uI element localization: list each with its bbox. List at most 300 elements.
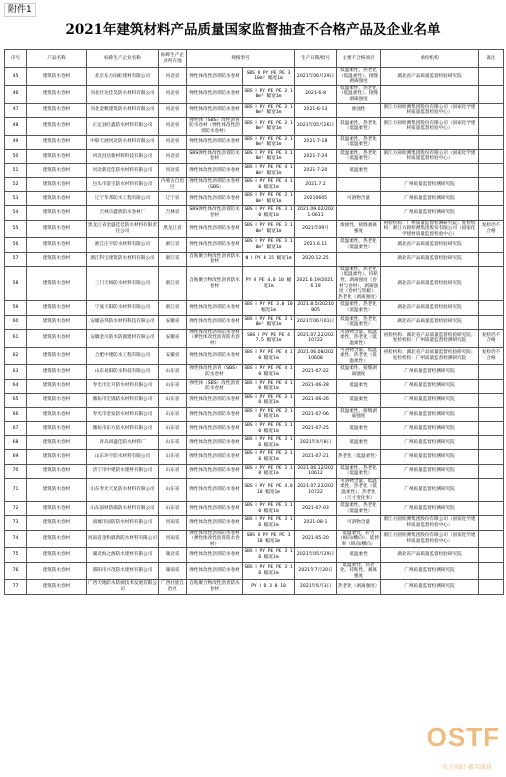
company-name: 潍坊市东方防水材料有限公司 xyxy=(87,422,159,436)
spec-type: 弹性体改性沥青防水卷材 xyxy=(187,103,243,117)
production-date: 2021-6-8 xyxy=(295,85,337,103)
production-date: 2021-07-03 xyxy=(295,502,337,516)
spec-model: SBS Ⅰ PY PE PE 3 10 幅宽1m xyxy=(243,502,295,516)
defect-items: 低温柔性、热老化（低温柔性） xyxy=(337,315,381,329)
watermark-caption: ·东方雨虹·鑫邦媒体 xyxy=(440,764,492,771)
row-index: 47 xyxy=(5,103,27,117)
table-row xyxy=(5,301,504,315)
inspection-agency xyxy=(381,135,479,149)
production-date: 2021-06-28 xyxy=(295,379,337,393)
defect-items: 低温柔性 xyxy=(337,548,381,562)
table-row xyxy=(5,347,504,365)
remark xyxy=(479,238,504,252)
remark: 复检仍不合格 xyxy=(479,347,504,365)
product-name: 建筑防水卷材 xyxy=(27,478,87,501)
remark xyxy=(479,530,504,548)
spec-type: 自粘聚合物改性沥青防水卷材 xyxy=(187,252,243,266)
spec-model: SBS Ⅰ PY PE PE 4 10 幅宽1m xyxy=(243,178,295,192)
inspection-agency: 初检机构：湖北省产品质量监督检验研究院；复检机构：广州质量监督检测研究院 xyxy=(381,329,479,347)
inspection-agency: 广州质量监督检测研究院 xyxy=(381,393,479,407)
row-index: 67 xyxy=(5,422,27,436)
product-name: 建筑防水卷材 xyxy=(27,149,87,163)
production-date: 20210605 xyxy=(295,192,337,206)
defect-items xyxy=(337,252,381,266)
production-date: 2021年05月29日 xyxy=(295,548,337,562)
spec-type: 弹性体改性沥青防水卷材 xyxy=(187,393,243,407)
spec-model: SBS Ⅰ PY PE PE 3 10m² 幅宽1m xyxy=(243,103,295,117)
company-location: 山东省 xyxy=(159,422,187,436)
remark xyxy=(479,68,504,86)
defect-items: 低温柔性、接缝剥离强度 xyxy=(337,365,381,379)
remark xyxy=(479,379,504,393)
company-name: 济宁市中建防水建材有限公司 xyxy=(87,464,159,478)
row-index: 72 xyxy=(5,502,27,516)
spec-type: 弹性体改性沥青防水卷材 xyxy=(187,464,243,478)
production-date: 2021.07.22/20210722 xyxy=(295,478,337,501)
production-date: 2021-7-24 xyxy=(295,149,337,163)
spec-model: SBS Ⅰ PY PE PE 3 10 幅宽1m xyxy=(243,393,295,407)
spec-type: 弹性体改性沥青防水卷材 xyxy=(187,85,243,103)
col-header-location: 标称生产企业所在地 xyxy=(159,50,187,68)
spec-type: SBS弹性体改性沥青防水卷材 xyxy=(187,206,243,220)
product-name: 建筑防水卷材 xyxy=(27,192,87,206)
spec-type: 弹性体改性沥青防水卷材 xyxy=(187,220,243,238)
inspection-agency: 湖北省产品质量监督检验研究院 xyxy=(381,252,479,266)
row-index: 73 xyxy=(5,516,27,530)
company-name: 山东国财防腐防水材料有限公司 xyxy=(87,502,159,516)
product-name: 建筑防水卷材 xyxy=(27,68,87,86)
spec-model: SBS Ⅰ PY PE PE 3 10m² 幅宽1m xyxy=(243,85,295,103)
inspection-agency: 初检机构：广州质量监督检测研究院；复检机构：浙江方圆检测集团股份有限公司（国家化学建材质量监督检验中心） xyxy=(381,220,479,238)
company-name: 黑龙江省金盛佳佳防水材料有限责任公司 xyxy=(87,220,159,238)
remark xyxy=(479,393,504,407)
company-name: 寿光市宏升防水材料有限公司 xyxy=(87,379,159,393)
spec-type: 弹性体改性沥青防水卷材 xyxy=(187,135,243,149)
defect-items xyxy=(337,178,381,192)
defect-items: 低温柔性、热老化（低温柔性） xyxy=(337,117,381,135)
spec-type: 弹性体改性沥青防水卷材 xyxy=(187,562,243,580)
remark xyxy=(479,206,504,220)
spec-model: SBS Ⅰ PY PE PE 3 10 幅宽1m xyxy=(243,562,295,580)
row-index: 56 xyxy=(5,238,27,252)
inspection-agency: 广州质量监督检测研究院 xyxy=(381,502,479,516)
row-index: 57 xyxy=(5,252,27,266)
remark xyxy=(479,178,504,192)
company-location: 内蒙古自治区 xyxy=(159,178,187,192)
production-date: 2021.09.02/2021-0611 xyxy=(295,206,337,220)
company-location: 浙江省 xyxy=(159,238,187,252)
defect-items: 低温柔性、热老化（低温柔性） xyxy=(337,238,381,252)
table-row xyxy=(5,580,504,594)
company-location: 山东省 xyxy=(159,478,187,501)
spec-type: 弹性体改性沥青（SBS）防水卷材 xyxy=(187,365,243,379)
spec-type: 弹性体改性沥青防水卷材 xyxy=(187,422,243,436)
company-location: 安徽省 xyxy=(159,347,187,365)
product-name: 建筑防水卷材 xyxy=(27,436,87,450)
production-date: 2021.06.08/20210608 xyxy=(295,347,337,365)
company-name: 三门天杨防水材料有限公司 xyxy=(87,266,159,301)
table-row xyxy=(5,163,504,177)
production-date: 2021-08-1 xyxy=(295,516,337,530)
table-row xyxy=(5,266,504,301)
inspection-agency: 湖北省产品质量监督检验研究院 xyxy=(381,315,479,329)
table-row xyxy=(5,238,504,252)
company-location: 河北省 xyxy=(159,85,187,103)
defect-items: 低温柔性、拉力（纵向/横向）、延伸率（纵向/横向） xyxy=(338,530,379,547)
row-index: 59 xyxy=(5,301,27,315)
spec-model: SBS Ⅰ PY PE PE 3 10 幅宽1m xyxy=(243,450,295,464)
company-name: 宁波天阳防水材料有限公司 xyxy=(87,301,159,315)
inspection-agency: 广州质量监督检测研究院 xyxy=(381,580,479,594)
remark: 复检仍不合格 xyxy=(479,329,504,347)
row-index: 61 xyxy=(5,329,27,347)
spec-model: N Ⅰ PY Ⅱ 15 幅宽1m xyxy=(243,252,295,266)
product-name: 建筑防水卷材 xyxy=(27,347,87,365)
spec-model: SBS Ⅰ PY PE PE 3 10m² 幅宽1m xyxy=(243,238,295,252)
row-index: 64 xyxy=(5,379,27,393)
spec-model: PY Ⅰ D 3 0 10 xyxy=(243,580,295,594)
product-name: 建筑防水卷材 xyxy=(27,301,87,315)
remark xyxy=(479,562,504,580)
company-location: 河南省 xyxy=(159,530,187,548)
spec-model: SBS Ⅰ PY PE PE 4 10 幅宽1m xyxy=(243,365,295,379)
company-name: 浙江庄宇防水材料有限公司 xyxy=(87,238,159,252)
col-header-remark: 备注 xyxy=(479,50,504,68)
production-date: 2021年06月29日 xyxy=(295,68,337,86)
defect-items: 低温柔性 xyxy=(337,422,381,436)
spec-type: 弹性体改性沥青防水卷材 xyxy=(187,502,243,516)
product-name: 建筑防水卷材 xyxy=(27,502,87,516)
defect-items: 低温柔性、热老化（低温柔性） xyxy=(337,149,381,163)
remark xyxy=(479,135,504,149)
table-header-row xyxy=(5,50,504,68)
table-row xyxy=(5,85,504,103)
row-index: 45 xyxy=(5,68,27,86)
company-location: 河北省 xyxy=(159,135,187,149)
company-location: 山东省 xyxy=(159,365,187,379)
spec-type: 弹性体改性沥青防水卷材（SBS） xyxy=(187,178,243,192)
spec-model: SBS Ⅰ PY PE PE 3 10 幅宽1m xyxy=(243,422,295,436)
production-date: 2021-07-21 xyxy=(295,450,337,464)
spec-type: 弹性体改性沥青防水卷材 xyxy=(187,301,243,315)
inspection-agency: 广州质量监督检测研究院 xyxy=(381,478,479,501)
company-name: 山东寿光天星防水材料有限公司 xyxy=(87,478,159,501)
company-location: 山东省 xyxy=(159,450,187,464)
defect-items: 低温柔性 xyxy=(337,393,381,407)
production-date: 2021.6.19/2021.6.19 xyxy=(295,266,337,301)
product-name: 建筑防水卷材 xyxy=(27,393,87,407)
company-name: 安徽奋邦防水材料科技有限公司 xyxy=(87,315,159,329)
inspection-agency: 广州质量监督检测研究院 xyxy=(381,436,479,450)
table-row xyxy=(5,206,504,220)
nonconforming-products-table xyxy=(4,49,504,595)
row-index: 52 xyxy=(5,178,27,192)
spec-model: SBS Ⅰ PY PE PE 3 10m² 幅宽1m xyxy=(243,192,295,206)
spec-model: SBS Ⅱ PY PE PE 3 10m² 幅宽1m xyxy=(243,68,295,86)
company-name: 合肥中建防水工程有限公司 xyxy=(87,347,159,365)
inspection-agency: 浙江方圆检测集团股份有限公司（国家化学建材质量监督检验中心） xyxy=(381,117,479,135)
spec-model: SBS Ⅰ PY PE PE 3 10 幅宽1m xyxy=(243,206,295,220)
row-index: 60 xyxy=(5,315,27,329)
spec-model: SBS Ⅰ PY PE PE 3 10m² 幅宽1m xyxy=(243,220,295,238)
spec-type: 弹性体改性沥青防水卷材 xyxy=(187,450,243,464)
table-row xyxy=(5,149,504,163)
inspection-agency: 湖北省产品质量监督检验研究院 xyxy=(381,68,479,86)
product-name: 建筑防水卷材 xyxy=(27,450,87,464)
spec-model: SBS Ⅰ PY PE PE 4 10 幅宽1m xyxy=(243,379,295,393)
inspection-agency: 初检机构：湖北省产品质量监督检验研究院；复检机构：广州质量监督检测研究院 xyxy=(381,347,479,365)
remark: 复检仍不合格 xyxy=(479,220,504,238)
product-name: 建筑防水卷材 xyxy=(27,562,87,580)
remark xyxy=(479,580,504,594)
company-location: 吉林省 xyxy=(159,206,187,220)
defect-items: 可溶物含量 xyxy=(337,516,381,530)
product-name: 建筑防水卷材 xyxy=(27,163,87,177)
defect-items: 低温柔性、热老化（低温柔性） xyxy=(337,135,381,149)
spec-type: 弹性体改性沥青防水卷材 xyxy=(187,516,243,530)
company-name: 山东易阳防水科技有限公司 xyxy=(87,365,159,379)
company-location: 安徽省 xyxy=(159,329,187,347)
col-header-spec: 规格型号 xyxy=(187,50,295,68)
production-date: 2021.07.22/20210722 xyxy=(295,329,337,347)
spec-type: 弹性体改性沥青防水卷材（弹性体改性沥青防水卷材） xyxy=(187,329,243,347)
table-row xyxy=(5,530,504,548)
production-date: 2021.8.5/20210805 xyxy=(295,301,337,315)
spec-model: SBS Ⅰ PY PE PE 3 10m² 幅宽1m xyxy=(243,117,295,135)
production-date: 2021-06-26 xyxy=(295,393,337,407)
product-name: 建筑防水卷材 xyxy=(27,178,87,192)
document-title: 2021年建筑材料产品质量国家监督抽查不合格产品及企业名单 xyxy=(65,22,441,38)
row-index: 74 xyxy=(5,530,27,548)
spec-type: 自粘聚合物改性沥青防水卷材 xyxy=(187,266,243,301)
table-row xyxy=(5,502,504,516)
production-date: 2021.06.12/20210612 xyxy=(295,464,337,478)
company-location: 安徽省 xyxy=(159,315,187,329)
remark xyxy=(479,266,504,301)
table-row xyxy=(5,422,504,436)
defect-items: 渗油性、接缝剥离强度 xyxy=(337,220,381,238)
company-location: 黑龙江省 xyxy=(159,220,187,238)
defect-items: 可溶物含量 xyxy=(337,192,381,206)
table-row xyxy=(5,252,504,266)
defect-items: 低温柔性、热老化（低温柔性） xyxy=(337,301,381,315)
remark xyxy=(479,103,504,117)
company-name: 青岛同盛佳防水材料厂 xyxy=(87,436,159,450)
product-name: 建筑防水卷材 xyxy=(27,516,87,530)
product-name: 建筑防水卷材 xyxy=(27,85,87,103)
row-index: 77 xyxy=(5,580,27,594)
product-name: 建筑防水卷材 xyxy=(27,580,87,594)
attachment-label: 附件1 xyxy=(4,3,36,17)
spec-model: SBS Ⅰ PY PE PE 3 10m² 幅宽1m xyxy=(243,315,295,329)
defect-items: 可溶物含量、低温柔性、热老化（低温柔性） xyxy=(337,347,381,365)
company-name: 浙江科宝建筑防水材料有限公司 xyxy=(87,252,159,266)
spec-model: SBS Ⅰ PY PE PE 4.0 10 幅宽1m xyxy=(243,478,295,501)
table-row xyxy=(5,450,504,464)
defect-items: 低温柔性 xyxy=(337,163,381,177)
company-name: 寿光市金发防水材料有限公司 xyxy=(87,407,159,421)
inspection-agency: 广州质量监督检测研究院 xyxy=(381,206,479,220)
defect-items: 可溶物含量、低温柔性、热老化（低温柔性）、热老化（尺寸变化率） xyxy=(337,478,381,501)
company-name: 邵阳市兴茂防水建材有限公司 xyxy=(87,562,159,580)
remark xyxy=(479,516,504,530)
spec-model: SBS Ⅰ PY PE PE 3 10 幅宽1m xyxy=(243,516,295,530)
remark xyxy=(479,407,504,421)
row-index: 49 xyxy=(5,135,27,149)
spec-model: SBS Ⅱ PY PE PE 3 10 幅宽1m xyxy=(243,530,295,548)
company-name: 正定县旺鑫防水材料有限公司 xyxy=(87,117,159,135)
row-index: 75 xyxy=(5,548,27,562)
row-index: 53 xyxy=(5,192,27,206)
remark xyxy=(479,422,504,436)
row-index: 62 xyxy=(5,347,27,365)
remark xyxy=(479,464,504,478)
production-date: 2021.7.2 xyxy=(295,178,337,192)
inspection-agency: 广州质量监督检测研究院 xyxy=(381,450,479,464)
company-name: 潍坊市宏锦防水材料有限公司 xyxy=(87,393,159,407)
spec-model: SBS Ⅰ PY PE PE 3 10 幅宽1m xyxy=(243,436,295,450)
row-index: 58 xyxy=(5,266,27,301)
remark xyxy=(479,548,504,562)
spec-model: SBS Ⅰ PY PE PE 3 10 幅宽1m xyxy=(243,464,295,478)
company-name: 辽宁华邦防水工程有限公司 xyxy=(87,192,159,206)
defect-items: 低温柔性、热老化（低温柔性） xyxy=(337,502,381,516)
row-index: 63 xyxy=(5,365,27,379)
inspection-agency: 广州质量监督检测研究院 xyxy=(381,407,479,421)
spec-type: 弹性体改性沥青防水卷材 xyxy=(187,478,243,501)
spec-type: SBS弹性体改性沥青防水卷材 xyxy=(187,149,243,163)
company-location: 河南省 xyxy=(159,516,187,530)
product-name: 建筑防水卷材 xyxy=(27,220,87,238)
inspection-agency: 湖北省产品质量监督检验研究院 xyxy=(381,266,479,301)
defect-items: 可溶物含量、低温柔性、热老化（低温柔性） xyxy=(337,329,381,347)
product-name: 建筑防水卷材 xyxy=(27,266,87,301)
company-name: 河北壮达佳昊防水材料有限公司 xyxy=(87,85,159,103)
table-row xyxy=(5,68,504,86)
defect-items: 低温柔性、热老化（低温柔性） xyxy=(337,464,381,478)
table-row xyxy=(5,117,504,135)
spec-model: SBS Ⅰ PY PE 3.0 10 幅宽1m xyxy=(243,301,295,315)
defect-items: 低温柔性、热老化（低温柔性）、接缝剥离强度 xyxy=(337,68,381,86)
row-index: 48 xyxy=(5,117,27,135)
inspection-agency: 湖北省产品质量监督检验研究院 xyxy=(381,548,479,562)
company-name: 吉林市鑫欣防水卷材厂 xyxy=(87,206,159,220)
spec-model: SBS Ⅰ PY PE PE 4 10 幅宽1m xyxy=(243,347,295,365)
production-date: 2021.6.11 xyxy=(295,238,337,252)
product-name: 建筑防水卷材 xyxy=(27,206,87,220)
row-index: 70 xyxy=(5,464,27,478)
defect-items: 低温柔性、热老化（低温柔性）、持粘性、剥离强度（卷材与卷材）、剥离强度（卷材与铝板）、热老化（剥离强度） xyxy=(338,266,380,300)
company-location: 浙江省 xyxy=(159,266,187,301)
production-date: 2021-6-13 xyxy=(295,103,337,117)
remark xyxy=(479,365,504,379)
table-row xyxy=(5,379,504,393)
product-name: 建筑防水卷材 xyxy=(27,548,87,562)
company-location: 河北省 xyxy=(159,163,187,177)
table-row xyxy=(5,178,504,192)
company-location: 河北省 xyxy=(159,103,187,117)
spec-model: SBS Ⅰ PY PE PE 3 10 幅宽1m xyxy=(243,548,295,562)
spec-type: 弹性体（SBS）改性沥青防水卷材 xyxy=(187,379,243,393)
company-location: 浙江省 xyxy=(159,252,187,266)
spec-type: 自粘聚合物改性沥青防水卷材 xyxy=(187,580,243,594)
table-row xyxy=(5,329,504,347)
product-name: 建筑防水卷材 xyxy=(27,464,87,478)
table-row xyxy=(5,103,504,117)
spec-type: 弹性体改性沥青防水卷材 xyxy=(187,315,243,329)
company-name: 广西天地防水防腐技术发展有限公司 xyxy=(87,580,159,594)
row-index: 65 xyxy=(5,393,27,407)
row-index: 50 xyxy=(5,149,27,163)
production-date: 2021年06月01日 xyxy=(295,315,337,329)
company-location: 山东省 xyxy=(159,464,187,478)
company-location: 山东省 xyxy=(159,407,187,421)
defect-items: 热老化（剥离强度） xyxy=(337,580,381,594)
col-header-index: 序号 xyxy=(5,50,27,68)
remark xyxy=(479,163,504,177)
row-index: 68 xyxy=(5,436,27,450)
remark xyxy=(479,436,504,450)
company-name: 项城市国防防水材料有限公司 xyxy=(87,516,159,530)
table-row xyxy=(5,407,504,421)
inspection-agency xyxy=(381,85,479,103)
inspection-agency: 广州质量监督检测研究院 xyxy=(381,464,479,478)
product-name: 建筑防水卷材 xyxy=(27,379,87,393)
inspection-agency: 广州质量监督检测研究院 xyxy=(381,379,479,393)
company-location: 湖南省 xyxy=(159,562,187,580)
company-location: 河北省 xyxy=(159,68,187,86)
company-location: 湖北省 xyxy=(159,548,187,562)
spec-type: 弹性体改性沥青防水卷材 xyxy=(187,407,243,421)
company-location: 辽宁省 xyxy=(159,192,187,206)
remark xyxy=(479,315,504,329)
row-index: 71 xyxy=(5,478,27,501)
company-location: 浙江省 xyxy=(159,301,187,315)
production-date: 2021-07-25 xyxy=(295,422,337,436)
inspection-agency xyxy=(381,163,479,177)
defect-items: 渗油性 xyxy=(337,103,381,117)
remark xyxy=(479,192,504,206)
company-location: 山东省 xyxy=(159,379,187,393)
inspection-agency: 广州质量监督检测研究院 xyxy=(381,562,479,580)
company-name: 河北昌达新材料科技有限公司 xyxy=(87,149,159,163)
inspection-agency: 广州质量监督检测研究院 xyxy=(381,192,479,206)
company-location: 山东省 xyxy=(159,393,187,407)
inspection-agency: 浙江方圆检测集团股份有限公司（国家化学建材质量监督检验中心） xyxy=(381,516,479,530)
inspection-agency: 广州质量监督检测研究院 xyxy=(381,178,479,192)
row-index: 46 xyxy=(5,85,27,103)
col-header-defects: 主要不合格项目 xyxy=(337,50,381,68)
production-date: 2021年09月 xyxy=(295,220,337,238)
defect-items: 低温柔性、热老化（低温柔性）、接缝剥离强度 xyxy=(337,85,381,103)
inspection-agency: 广州质量监督检测研究院 xyxy=(381,365,479,379)
defect-items: 低温柔性 xyxy=(337,436,381,450)
spec-model: SBS Ⅰ PY PE PE 3 10 幅宽1m xyxy=(243,407,295,421)
col-header-date: 生产日期/批号 xyxy=(295,50,337,68)
row-index: 51 xyxy=(5,163,27,177)
spec-type: 弹性体（SBS）改性沥青防水卷材（弹性体改性沥青防水卷材） xyxy=(187,117,243,135)
company-name: 河南省金和鼎新防水材料有限公司 xyxy=(87,530,159,548)
production-date: 2021年05月26日 xyxy=(295,117,337,135)
production-date: 2021年7月20日 xyxy=(295,562,337,580)
defect-items: 低温柔性、热老化、持粘性、剥离强度 xyxy=(337,562,381,580)
spec-type: 弹性体改性沥青防水卷材 xyxy=(187,238,243,252)
company-location: 山东省 xyxy=(159,502,187,516)
spec-model: SBS Ⅰ PY PE PE 4 10m² 幅宽1m xyxy=(243,163,295,177)
product-name: 建筑防水卷材 xyxy=(27,103,87,117)
defect-items xyxy=(337,206,381,220)
spec-model: SBS Ⅰ PY PE PE 4 7.5 幅宽1m xyxy=(243,329,295,347)
